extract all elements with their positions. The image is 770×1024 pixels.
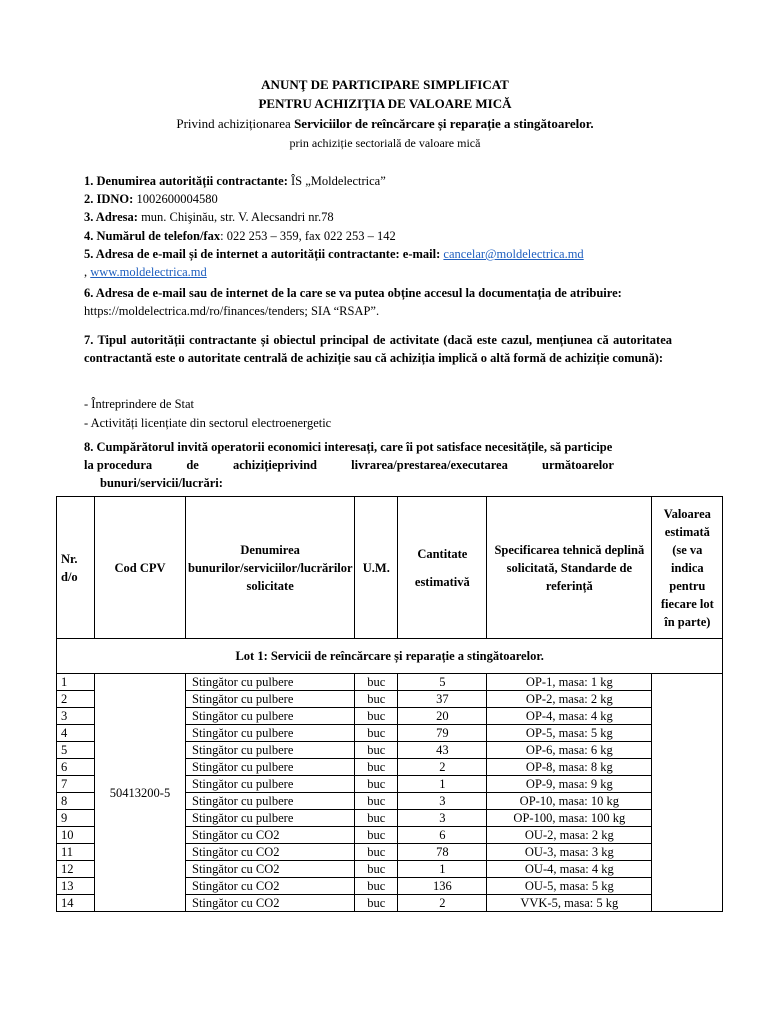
row-um: buc <box>355 793 398 810</box>
item-1 <box>84 174 684 189</box>
row-denumirea: Stingător cu CO2 <box>186 861 355 878</box>
row-nr: 3 <box>57 708 95 725</box>
item-3-value: mun. Chişinău, str. V. Alecsandri nr.78 <box>137 210 334 224</box>
header-um: U.M. <box>355 497 398 639</box>
item-8-line-3: bunuri/servicii/lucrări: <box>100 476 223 490</box>
item-7-dash-2: - Activități licențiate din sectorul electroenergetic <box>84 416 332 430</box>
row-um: buc <box>355 810 398 827</box>
row-specificarea: OU-4, masa: 4 kg <box>487 861 652 878</box>
item-8-word-1: la procedura <box>84 458 153 472</box>
item-5-label: 5. Adresa de e-mail și de internet a autorității contractante: e-mail: <box>84 247 444 261</box>
title-line-3-bold: Serviciilor de reîncărcare și reparație a stingătoarelor. <box>294 116 594 131</box>
item-2 <box>84 192 684 207</box>
row-um: buc <box>355 844 398 861</box>
row-denumirea: Stingător cu pulbere <box>186 793 355 810</box>
row-specificarea: OP-1, masa: 1 kg <box>487 674 652 691</box>
item-4 <box>84 229 684 244</box>
item-8 <box>84 438 672 492</box>
row-cantitate: 3 <box>398 810 487 827</box>
row-denumirea: Stingător cu CO2 <box>186 878 355 895</box>
row-specificarea: OP-4, masa: 4 kg <box>487 708 652 725</box>
item-7: 7. Tipul autorității contractante și obiectul principal de activitate (dacă este cazul, mențiunea că autoritatea contractantă este o autoritate centrală de achiziție sau că achiziția implică o altă formă de achiziție comună): <box>84 333 672 365</box>
row-cantitate: 1 <box>398 861 487 878</box>
row-denumirea: Stingător cu CO2 <box>186 844 355 861</box>
item-4-value: : 022 253 – 359, fax 022 253 – 142 <box>220 229 396 243</box>
row-um: buc <box>355 776 398 793</box>
item-8-line-1: 8. Cumpărătorul invită operatorii economici interesați, care îi pot satisface necesitățile, să participe <box>84 440 613 454</box>
row-specificarea: OP-6, masa: 6 kg <box>487 742 652 759</box>
row-um: buc <box>355 895 398 912</box>
row-nr: 11 <box>57 844 95 861</box>
email-link[interactable]: cancelar@moldelectrica.md <box>443 247 584 261</box>
item-3 <box>84 210 684 225</box>
row-specificarea: VVK-5, masa: 5 kg <box>487 895 652 912</box>
row-cantitate: 37 <box>398 691 487 708</box>
title-line-3 <box>0 116 770 132</box>
item-6-label: 6. Adresa de e-mail sau de internet de la care se va putea obține accesul la documentația de atribuire: <box>84 286 622 300</box>
website-link[interactable]: www.moldelectrica.md <box>90 265 207 279</box>
item-6-cont <box>84 304 684 319</box>
header-cantitate-2: estimativă <box>414 574 470 589</box>
item-1-value: ÎS „Moldelectrica” <box>287 174 386 188</box>
row-denumirea: Stingător cu pulbere <box>186 691 355 708</box>
row-nr: 7 <box>57 776 95 793</box>
item-8-word-3: achizițieprivind <box>232 458 318 472</box>
row-cantitate: 136 <box>398 878 487 895</box>
row-nr: 12 <box>57 861 95 878</box>
item-2-label: 2. IDNO: <box>84 192 134 206</box>
row-um: buc <box>355 878 398 895</box>
row-cantitate: 1 <box>398 776 487 793</box>
row-cantitate: 5 <box>398 674 487 691</box>
row-um: buc <box>355 759 398 776</box>
row-cantitate: 2 <box>398 895 487 912</box>
row-specificarea: OP-5, masa: 5 kg <box>487 725 652 742</box>
lots-table <box>56 496 723 912</box>
row-specificarea: OP-8, masa: 8 kg <box>487 759 652 776</box>
row-cantitate: 3 <box>398 793 487 810</box>
row-denumirea: Stingător cu pulbere <box>186 708 355 725</box>
row-um: buc <box>355 742 398 759</box>
lot-title: Lot 1: Servicii de reîncărcare și reparație a stingătoarelor. <box>57 639 723 674</box>
title-line-1: ANUNŢ DE PARTICIPARE SIMPLIFICAT <box>261 77 509 92</box>
header-nr: Nr. d/o <box>57 497 95 639</box>
row-cantitate: 43 <box>398 742 487 759</box>
row-nr: 14 <box>57 895 95 912</box>
row-nr: 2 <box>57 691 95 708</box>
row-um: buc <box>355 827 398 844</box>
row-specificarea: OP-9, masa: 9 kg <box>487 776 652 793</box>
header-specificarea: Specificarea tehnică deplină solicitată, Standarde de referință <box>487 497 652 639</box>
row-nr: 4 <box>57 725 95 742</box>
row-nr: 6 <box>57 759 95 776</box>
item-5-cont <box>84 265 684 280</box>
item-3-label: 3. Adresa: <box>84 210 138 224</box>
row-denumirea: Stingător cu CO2 <box>186 895 355 912</box>
row-specificarea: OP-2, masa: 2 kg <box>487 691 652 708</box>
title-line-2: PENTRU ACHIZIŢIA DE VALOARE MICĂ <box>258 96 512 111</box>
row-denumirea: Stingător cu pulbere <box>186 759 355 776</box>
item-5 <box>84 247 684 262</box>
row-nr: 1 <box>57 674 95 691</box>
row-nr: 5 <box>57 742 95 759</box>
item-1-label: 1. Denumirea autorității contractante: <box>84 174 288 188</box>
row-denumirea: Stingător cu pulbere <box>186 810 355 827</box>
row-specificarea: OP-100, masa: 100 kg <box>487 810 652 827</box>
row-nr: 8 <box>57 793 95 810</box>
header-cantitate <box>398 497 487 639</box>
lot-title-row <box>57 639 723 674</box>
title-line-4: prin achiziție sectorială de valoare mică <box>289 136 481 150</box>
row-cantitate: 2 <box>398 759 487 776</box>
row-denumirea: Stingător cu pulbere <box>186 742 355 759</box>
item-2-value: 1002600004580 <box>133 192 218 206</box>
header-cpv: Cod CPV <box>95 497 186 639</box>
item-5-comma: , <box>84 265 91 279</box>
row-specificarea: OU-5, masa: 5 kg <box>487 878 652 895</box>
row-um: buc <box>355 861 398 878</box>
row-um: buc <box>355 725 398 742</box>
table-header-row <box>57 497 723 639</box>
item-7-dash-1: - Întreprindere de Stat <box>84 397 195 411</box>
row-denumirea: Stingător cu CO2 <box>186 827 355 844</box>
row-um: buc <box>355 691 398 708</box>
row-valoarea <box>652 674 723 912</box>
header-cantitate-1: Cantitate <box>417 546 468 561</box>
row-specificarea: OU-2, masa: 2 kg <box>487 827 652 844</box>
row-um: buc <box>355 708 398 725</box>
item-8-word-2: de <box>186 458 199 472</box>
row-specificarea: OP-10, masa: 10 kg <box>487 793 652 810</box>
item-6 <box>84 286 684 301</box>
row-denumirea: Stingător cu pulbere <box>186 674 355 691</box>
table-row <box>57 674 723 691</box>
row-cantitate: 6 <box>398 827 487 844</box>
header-denumirea: Denumirea bunurilor/serviciilor/lucrărilor solicitate <box>186 497 355 639</box>
row-cantitate: 20 <box>398 708 487 725</box>
row-cantitate: 78 <box>398 844 487 861</box>
row-nr: 9 <box>57 810 95 827</box>
item-4-label: 4. Numărul de telefon/fax <box>84 229 221 243</box>
row-cantitate: 79 <box>398 725 487 742</box>
row-denumirea: Stingător cu pulbere <box>186 776 355 793</box>
title-line-3-prefix: Privind achiziționarea <box>176 116 295 131</box>
item-8-line-2 <box>84 456 614 474</box>
row-nr: 10 <box>57 827 95 844</box>
item-8-word-4: livrarea/prestarea/executarea <box>351 458 508 472</box>
cpv-code: 50413200-5 <box>95 674 186 912</box>
row-nr: 13 <box>57 878 95 895</box>
row-denumirea: Stingător cu pulbere <box>186 725 355 742</box>
row-um: buc <box>355 674 398 691</box>
header-valoarea: Valoarea estimată (se va indica pentru fiecare lot în parte) <box>652 497 723 639</box>
item-6-value: https://moldelectrica.md/ro/finances/tenders; SIA “RSAP”. <box>84 304 380 318</box>
row-specificarea: OU-3, masa: 3 kg <box>487 844 652 861</box>
item-8-word-5: următoarelor <box>542 458 614 472</box>
